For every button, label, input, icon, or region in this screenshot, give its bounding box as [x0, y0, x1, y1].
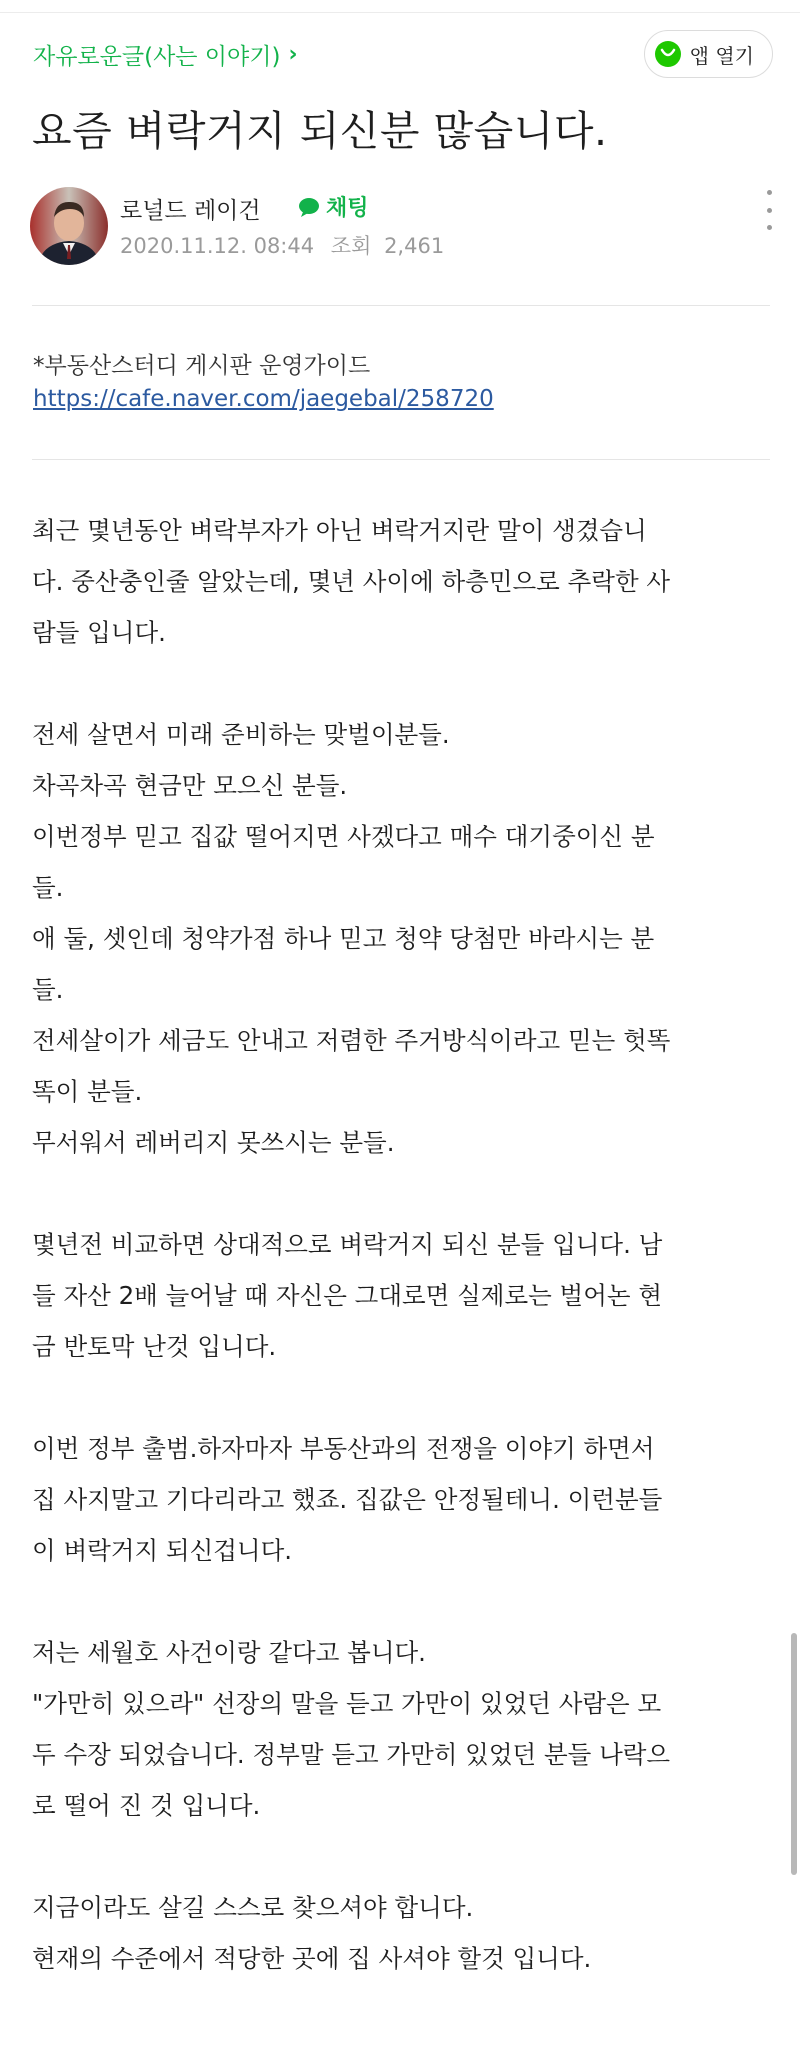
body-line: 로 떨어 진 것 입니다. — [32, 1791, 261, 1820]
body-line: 저는 세월호 사건이랑 같다고 봅니다. — [32, 1638, 426, 1667]
body-paragraph — [32, 1219, 772, 1372]
scrollbar[interactable] — [791, 1633, 797, 1875]
more-vertical-icon[interactable] — [761, 190, 777, 230]
guide-label: *부동산스터디 게시판 운영가이드 — [33, 353, 371, 379]
chevron-right-icon: › — [288, 42, 298, 67]
body-line: 최근 몇년동안 벼락부자가 아닌 벼락거지란 말이 생겼습니 — [32, 516, 647, 545]
open-app-label: 앱 열기 — [689, 43, 754, 68]
board-link-label: 자유로운글(사는 이야기) — [33, 44, 281, 70]
views-label: 조회 — [330, 234, 372, 258]
body-line: 몇년전 비교하면 상대적으로 벼락거지 되신 분들 입니다. 남 — [32, 1230, 663, 1259]
board-link[interactable] — [33, 38, 298, 71]
body-paragraph — [32, 505, 772, 658]
body-paragraph — [32, 1882, 772, 1984]
body-line: 이 벼락거지 되신겁니다. — [32, 1536, 293, 1565]
body-paragraph — [32, 709, 772, 1168]
body-line: 똑이 분들. — [32, 1077, 143, 1106]
guide-divider — [32, 459, 770, 460]
body-line: 전세 살면서 미래 준비하는 맞벌이분들. — [32, 720, 450, 749]
open-app-button[interactable] — [644, 30, 773, 78]
body-line: 들. — [32, 873, 64, 902]
author-avatar[interactable] — [30, 187, 108, 265]
post-body — [32, 505, 772, 2035]
post-date: 2020.11.12. 08:44 — [120, 234, 315, 258]
body-line: 람들 입니다. — [32, 618, 166, 647]
body-line: 이번 정부 출범.하자마자 부동산과의 전쟁을 이야기 하면서 — [32, 1434, 655, 1463]
body-line: "가만히 있으라" 선장의 말을 듣고 가만이 있었던 사람은 모 — [32, 1689, 662, 1718]
post-meta — [120, 230, 444, 260]
chat-button[interactable] — [298, 191, 369, 222]
chat-label: 채팅 — [326, 196, 369, 221]
body-line: 들. — [32, 975, 64, 1004]
view-count: 2,461 — [384, 234, 445, 258]
header-divider — [32, 305, 770, 306]
guide-link[interactable]: https://cafe.naver.com/jaegebal/258720 — [33, 386, 494, 412]
body-line: 다. 중산충인줄 알았는데, 몇년 사이에 하층민으로 추락한 사 — [32, 567, 671, 596]
body-paragraph — [32, 1423, 772, 1576]
body-paragraph — [32, 1627, 772, 1831]
post-title: 요즘 벼락거지 되신분 많습니다. — [32, 107, 608, 155]
body-line: 전세살이가 세금도 안내고 저렴한 주거방식이라고 믿는 헛똑 — [32, 1026, 671, 1055]
body-line: 두 수장 되었습니다. 정부말 듣고 가만히 있었던 분들 나락으 — [32, 1740, 671, 1769]
chat-bubble-icon — [298, 197, 322, 217]
naver-cafe-logo-icon — [655, 41, 681, 67]
body-line: 차곡차곡 현금만 모으신 분들. — [32, 771, 348, 800]
body-line: 현재의 수준에서 적당한 곳에 집 사셔야 할것 입니다. — [32, 1944, 592, 1973]
body-line: 들 자산 2배 늘어날 때 자신은 그대로면 실제로는 벌어논 현 — [32, 1281, 663, 1310]
body-line: 무서워서 레버리지 못쓰시는 분들. — [32, 1128, 395, 1157]
body-line: 금 반토막 난것 입니다. — [32, 1332, 277, 1361]
top-divider — [0, 0, 800, 13]
body-line: 애 둘, 셋인데 청약가점 하나 믿고 청약 당첨만 바라시는 분 — [32, 924, 655, 953]
body-line: 지금이라도 살길 스스로 찾으셔야 합니다. — [32, 1893, 474, 1922]
body-line: 집 사지말고 기다리라고 했죠. 집값은 안정될테니. 이런분들 — [32, 1485, 663, 1514]
body-line: 이번정부 믿고 집값 떨어지면 사겠다고 매수 대기중이신 분 — [32, 822, 655, 851]
author-name[interactable]: 로널드 레이건 — [120, 198, 261, 224]
